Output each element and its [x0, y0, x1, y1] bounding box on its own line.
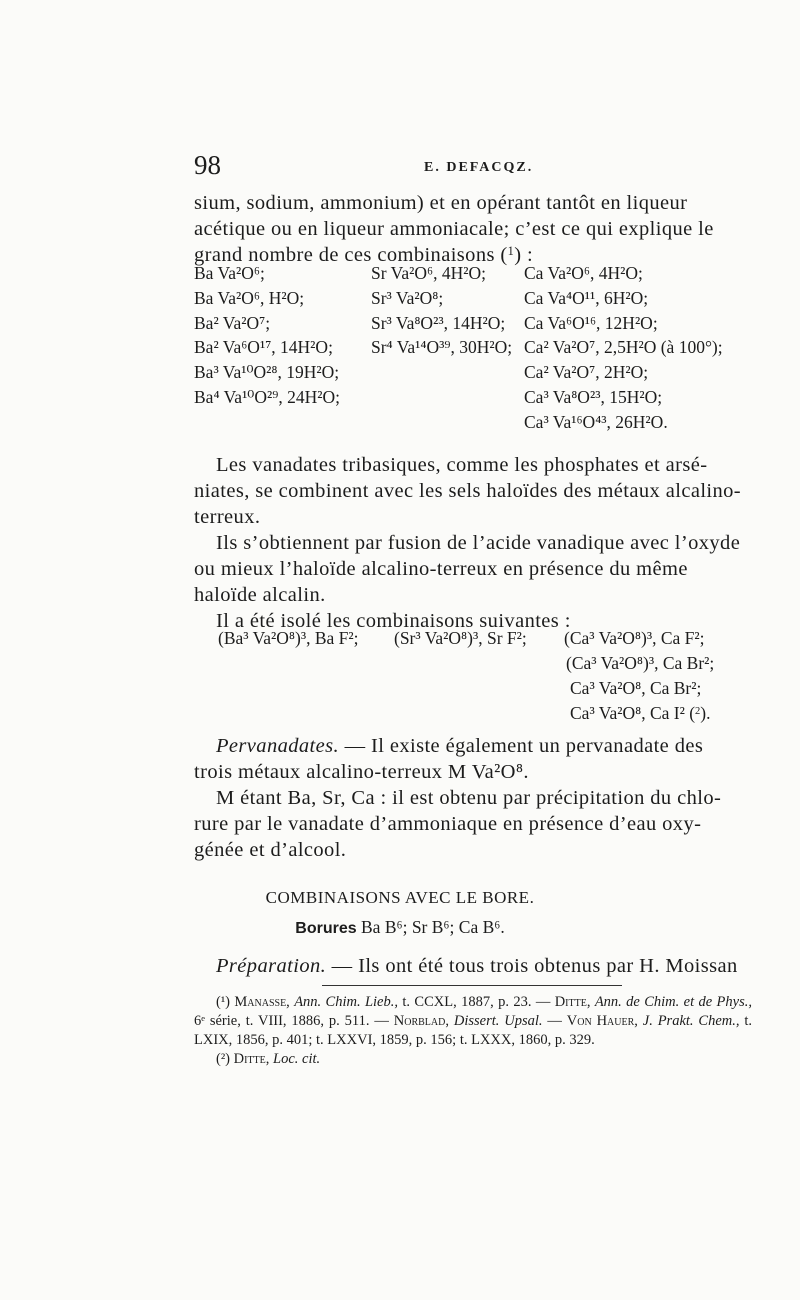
tribasic-section [194, 452, 752, 634]
strontium-column [371, 261, 512, 360]
formula: Ba B⁶; Sr B⁶; Ca B⁶. [361, 917, 505, 937]
text-line: niates, se combinent avec les sels haloïdes des métaux alcalino- [194, 480, 742, 502]
intro-line: sium, sodium, ammonium) et en opérant tantôt en liqueur [194, 192, 688, 214]
formula: Sr³ Va²O⁸; [371, 287, 444, 308]
page-number: 98 [194, 150, 221, 180]
barium-column [194, 261, 340, 410]
footnote-2: (²) Ditte, Loc. cit. [216, 1051, 321, 1067]
text-line: Ils s’obtiennent par fusion de l’acide vanadique avec l’oxyde [216, 532, 741, 554]
text-line: rure par le vanadate d’ammoniaque en présence d’eau oxy- [194, 813, 702, 835]
footnote-separator [322, 985, 622, 986]
footnotes [194, 993, 752, 1069]
formula: Ca³ Va¹⁶O⁴³, 26H²O. [524, 411, 668, 432]
text-line: terreux. [194, 506, 261, 528]
calcium-column [524, 261, 723, 435]
formula: Ba³ Va¹⁰O²⁸, 19H²O; [194, 362, 340, 383]
text-line: Pervanadates. — Il existe également un pervanadate des [216, 735, 704, 757]
formula: Ba Va²O⁶; [194, 263, 265, 283]
pervanadates-section [194, 733, 752, 863]
formula: (Ba³ Va²O⁸)³, Ba F²; [218, 628, 359, 648]
section-title: COMBINAISONS AVEC LE BORE. [265, 888, 535, 907]
formula: Ca Va⁶O¹⁶, 12H²O; [524, 312, 658, 333]
formula: (Sr³ Va²O⁸)³, Sr F²; [394, 628, 527, 648]
formula: Ca² Va²O⁷, 2,5H²O (à 100°); [524, 337, 723, 358]
formula: Ca³ Va²O⁸, Ca I² ($^2$). [570, 703, 711, 723]
text-line: ou mieux l’haloïde alcalino-terreux en présence du même [194, 558, 688, 580]
formula: Ca² Va²O⁷, 2H²O; [524, 362, 649, 383]
section-label: Pervanadates. [216, 735, 340, 757]
footnote-1: (¹) Manasse, Ann. Chim. Lieb., t. CCXL, 1887, p. 23. — Ditte, Ann. de Chim. et de Phys., 6ᵉ série, t. VIII, 1886, p. 511. — Norblad, Dissert. Upsal. — Von Hauer, J. Prakt. Chem., t. LXIX, 1856, p. 401; t. LXXVI, 1859, p. 156; t. LXXX, 1860, p. 329. [194, 994, 753, 1048]
footnote-ref: 2 [695, 705, 701, 717]
formula: (Ca³ Va²O⁸)³, Ca F²; [564, 628, 705, 648]
borides-label: Borures [295, 920, 357, 937]
text-line: trois métaux alcalino-terreux M Va²O⁸. [194, 761, 529, 783]
intro-line: acétique ou en liqueur ammoniacale; c’est ce qui explique le [194, 218, 714, 240]
footnote-ref: 1 [507, 243, 515, 258]
formula: Ca Va⁴O¹¹, 6H²O; [524, 287, 649, 308]
formula: Ba Va²O⁶, H²O; [194, 287, 305, 308]
formula: Sr⁴ Va¹⁴O³⁹, 30H²O; [371, 337, 513, 358]
formula: Sr Va²O⁶, 4H²O; [371, 263, 486, 283]
intro-paragraph [194, 190, 752, 268]
formula: Sr³ Va⁸O²³, 14H²O; [371, 312, 506, 333]
running-head: E. DEFACQZ. [424, 160, 534, 175]
borides-heading [0, 917, 800, 938]
page-header [194, 150, 752, 186]
text-line: M étant Ba, Sr, Ca : il est obtenu par précipitation du chlo- [216, 787, 722, 809]
formula: Ca³ Va⁸O²³, 15H²O; [524, 386, 663, 407]
text-line: haloïde alcalin. [194, 584, 326, 606]
formula: (Ca³ Va²O⁸)³, Ca Br²; [566, 653, 715, 673]
formula: Ba² Va²O⁷; [194, 312, 271, 333]
section-label: Préparation. [216, 955, 327, 977]
formula: Ca Va²O⁶, 4H²O; [524, 263, 643, 283]
text-line: génée et d’alcool. [194, 839, 347, 861]
formula: Ba² Va⁶O¹⁷, 14H²O; [194, 337, 333, 358]
formula: M Va²O⁸. [447, 761, 529, 783]
preparation-line: Préparation. — Ils ont été tous trois obtenus par H. Moissan [216, 955, 738, 977]
text-line: Il a été isolé les combinaisons suivantes : [216, 610, 571, 632]
formula: Ba⁴ Va¹⁰O²⁹, 24H²O; [194, 386, 340, 407]
text-line: Les vanadates tribasiques, comme les phosphates et arsé- [216, 454, 708, 476]
formula: Ca³ Va²O⁸, Ca Br²; [570, 678, 702, 698]
intro-line: grand nombre de ces combinaisons ($^1$) : [194, 243, 534, 266]
